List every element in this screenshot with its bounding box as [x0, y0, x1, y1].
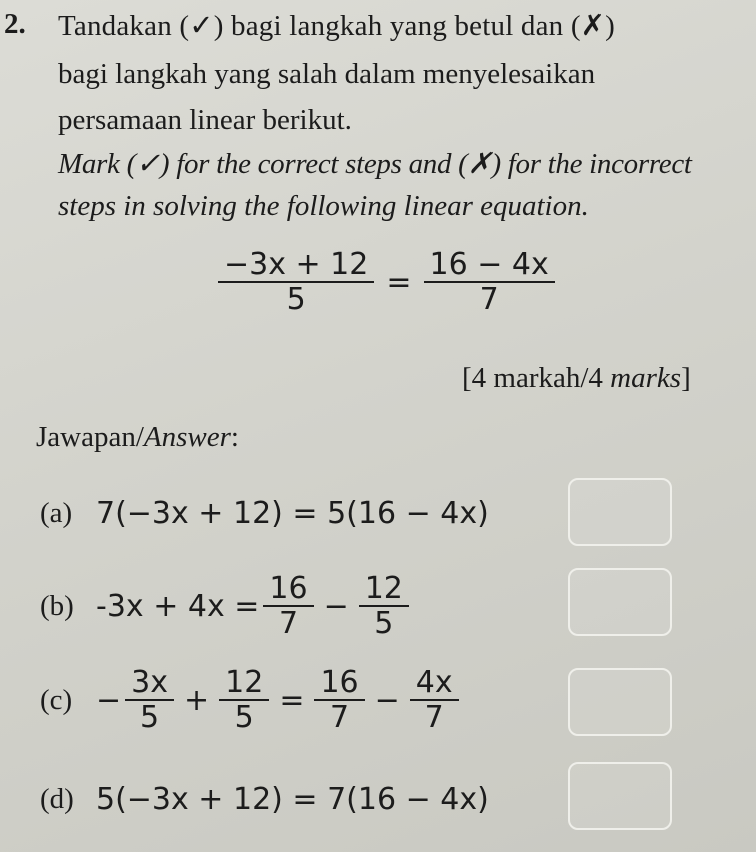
step-b-lhs: -3x + 4x =: [96, 588, 260, 624]
step-a-expression: 7(−3x + 12) = 5(16 − 4x): [96, 496, 489, 531]
step-c-fraction-2-denominator: 5: [234, 700, 254, 735]
step-b-label: (b): [40, 589, 74, 622]
step-c-fraction-1-denominator: 5: [140, 700, 160, 735]
marks-label: [462, 362, 691, 395]
step-d-label: (d): [40, 783, 74, 815]
step-d: [40, 782, 489, 817]
step-b-answer-box[interactable]: [568, 568, 672, 636]
step-b-fraction-2-numerator: 12: [359, 572, 409, 607]
equation-equals: =: [386, 264, 412, 300]
step-b-fraction-1-denominator: 7: [278, 606, 299, 641]
step-c-fraction-3-denominator: 7: [330, 700, 350, 735]
question-number: 2.: [4, 8, 26, 40]
answer-label-plain: Jawapan/: [36, 421, 144, 453]
step-c-fraction-2-numerator: 12: [219, 666, 269, 701]
answer-label-italic: Answer: [143, 421, 231, 453]
step-c-fraction-3-numerator: 16: [314, 666, 364, 701]
answer-label-suffix: :: [230, 421, 239, 453]
step-b-fraction-1: [263, 572, 313, 640]
step-b-operator: −: [323, 588, 349, 624]
step-c-fraction-4: [410, 666, 459, 734]
answer-label: [36, 421, 239, 454]
equation-left-numerator: −3x + 12: [218, 248, 374, 283]
step-c-fraction-3: [314, 666, 364, 734]
equation-right-fraction: [424, 248, 555, 316]
instruction-malay-line-3: persamaan linear berikut.: [58, 104, 352, 136]
step-a-answer-box[interactable]: [568, 478, 672, 546]
step-a-label: (a): [40, 497, 73, 529]
step-d-expression: 5(−3x + 12) = 7(16 − 4x): [96, 782, 489, 817]
step-b: [40, 572, 413, 640]
instruction-english-line-1: Mark (✓) for the correct steps and (✗) for the incorrect: [58, 148, 692, 180]
step-b-fraction-1-numerator: 16: [263, 572, 313, 607]
equation-left-fraction: [218, 248, 374, 316]
step-c-sign: −: [96, 682, 122, 718]
step-d-answer-box[interactable]: [568, 762, 672, 830]
main-equation: [214, 248, 559, 316]
equation-right-denominator: 7: [479, 282, 499, 317]
step-c-equals: =: [279, 682, 305, 718]
equation-left-denominator: 5: [286, 282, 306, 317]
step-c-fraction-2: [219, 666, 269, 734]
step-c-fraction-4-denominator: 7: [424, 700, 444, 735]
step-c-label: (c): [40, 683, 73, 716]
step-b-fraction-2: [359, 572, 409, 640]
step-a: [40, 496, 489, 531]
instruction-malay-line-1: Tandakan (✓) bagi langkah yang betul dan (✗): [58, 10, 616, 42]
step-c-operator-1: +: [183, 682, 210, 718]
marks-italic: marks: [610, 362, 682, 394]
instruction-malay-line-2: bagi langkah yang salah dalam menyelesaikan: [58, 58, 596, 90]
marks-suffix: ]: [681, 362, 691, 394]
step-b-fraction-2-denominator: 5: [374, 606, 394, 641]
step-c: [40, 666, 463, 734]
step-c-fraction-4-numerator: 4x: [410, 666, 459, 701]
step-c-fraction-1-numerator: 3x: [125, 666, 174, 701]
marks-prefix: [4 markah/4: [462, 362, 611, 394]
step-c-fraction-1: [125, 666, 174, 734]
equation-right-numerator: 16 − 4x: [424, 248, 555, 283]
step-c-answer-box[interactable]: [568, 668, 672, 736]
step-c-operator-2: −: [374, 682, 400, 718]
instruction-english-line-2: steps in solving the following linear equation.: [58, 190, 589, 222]
